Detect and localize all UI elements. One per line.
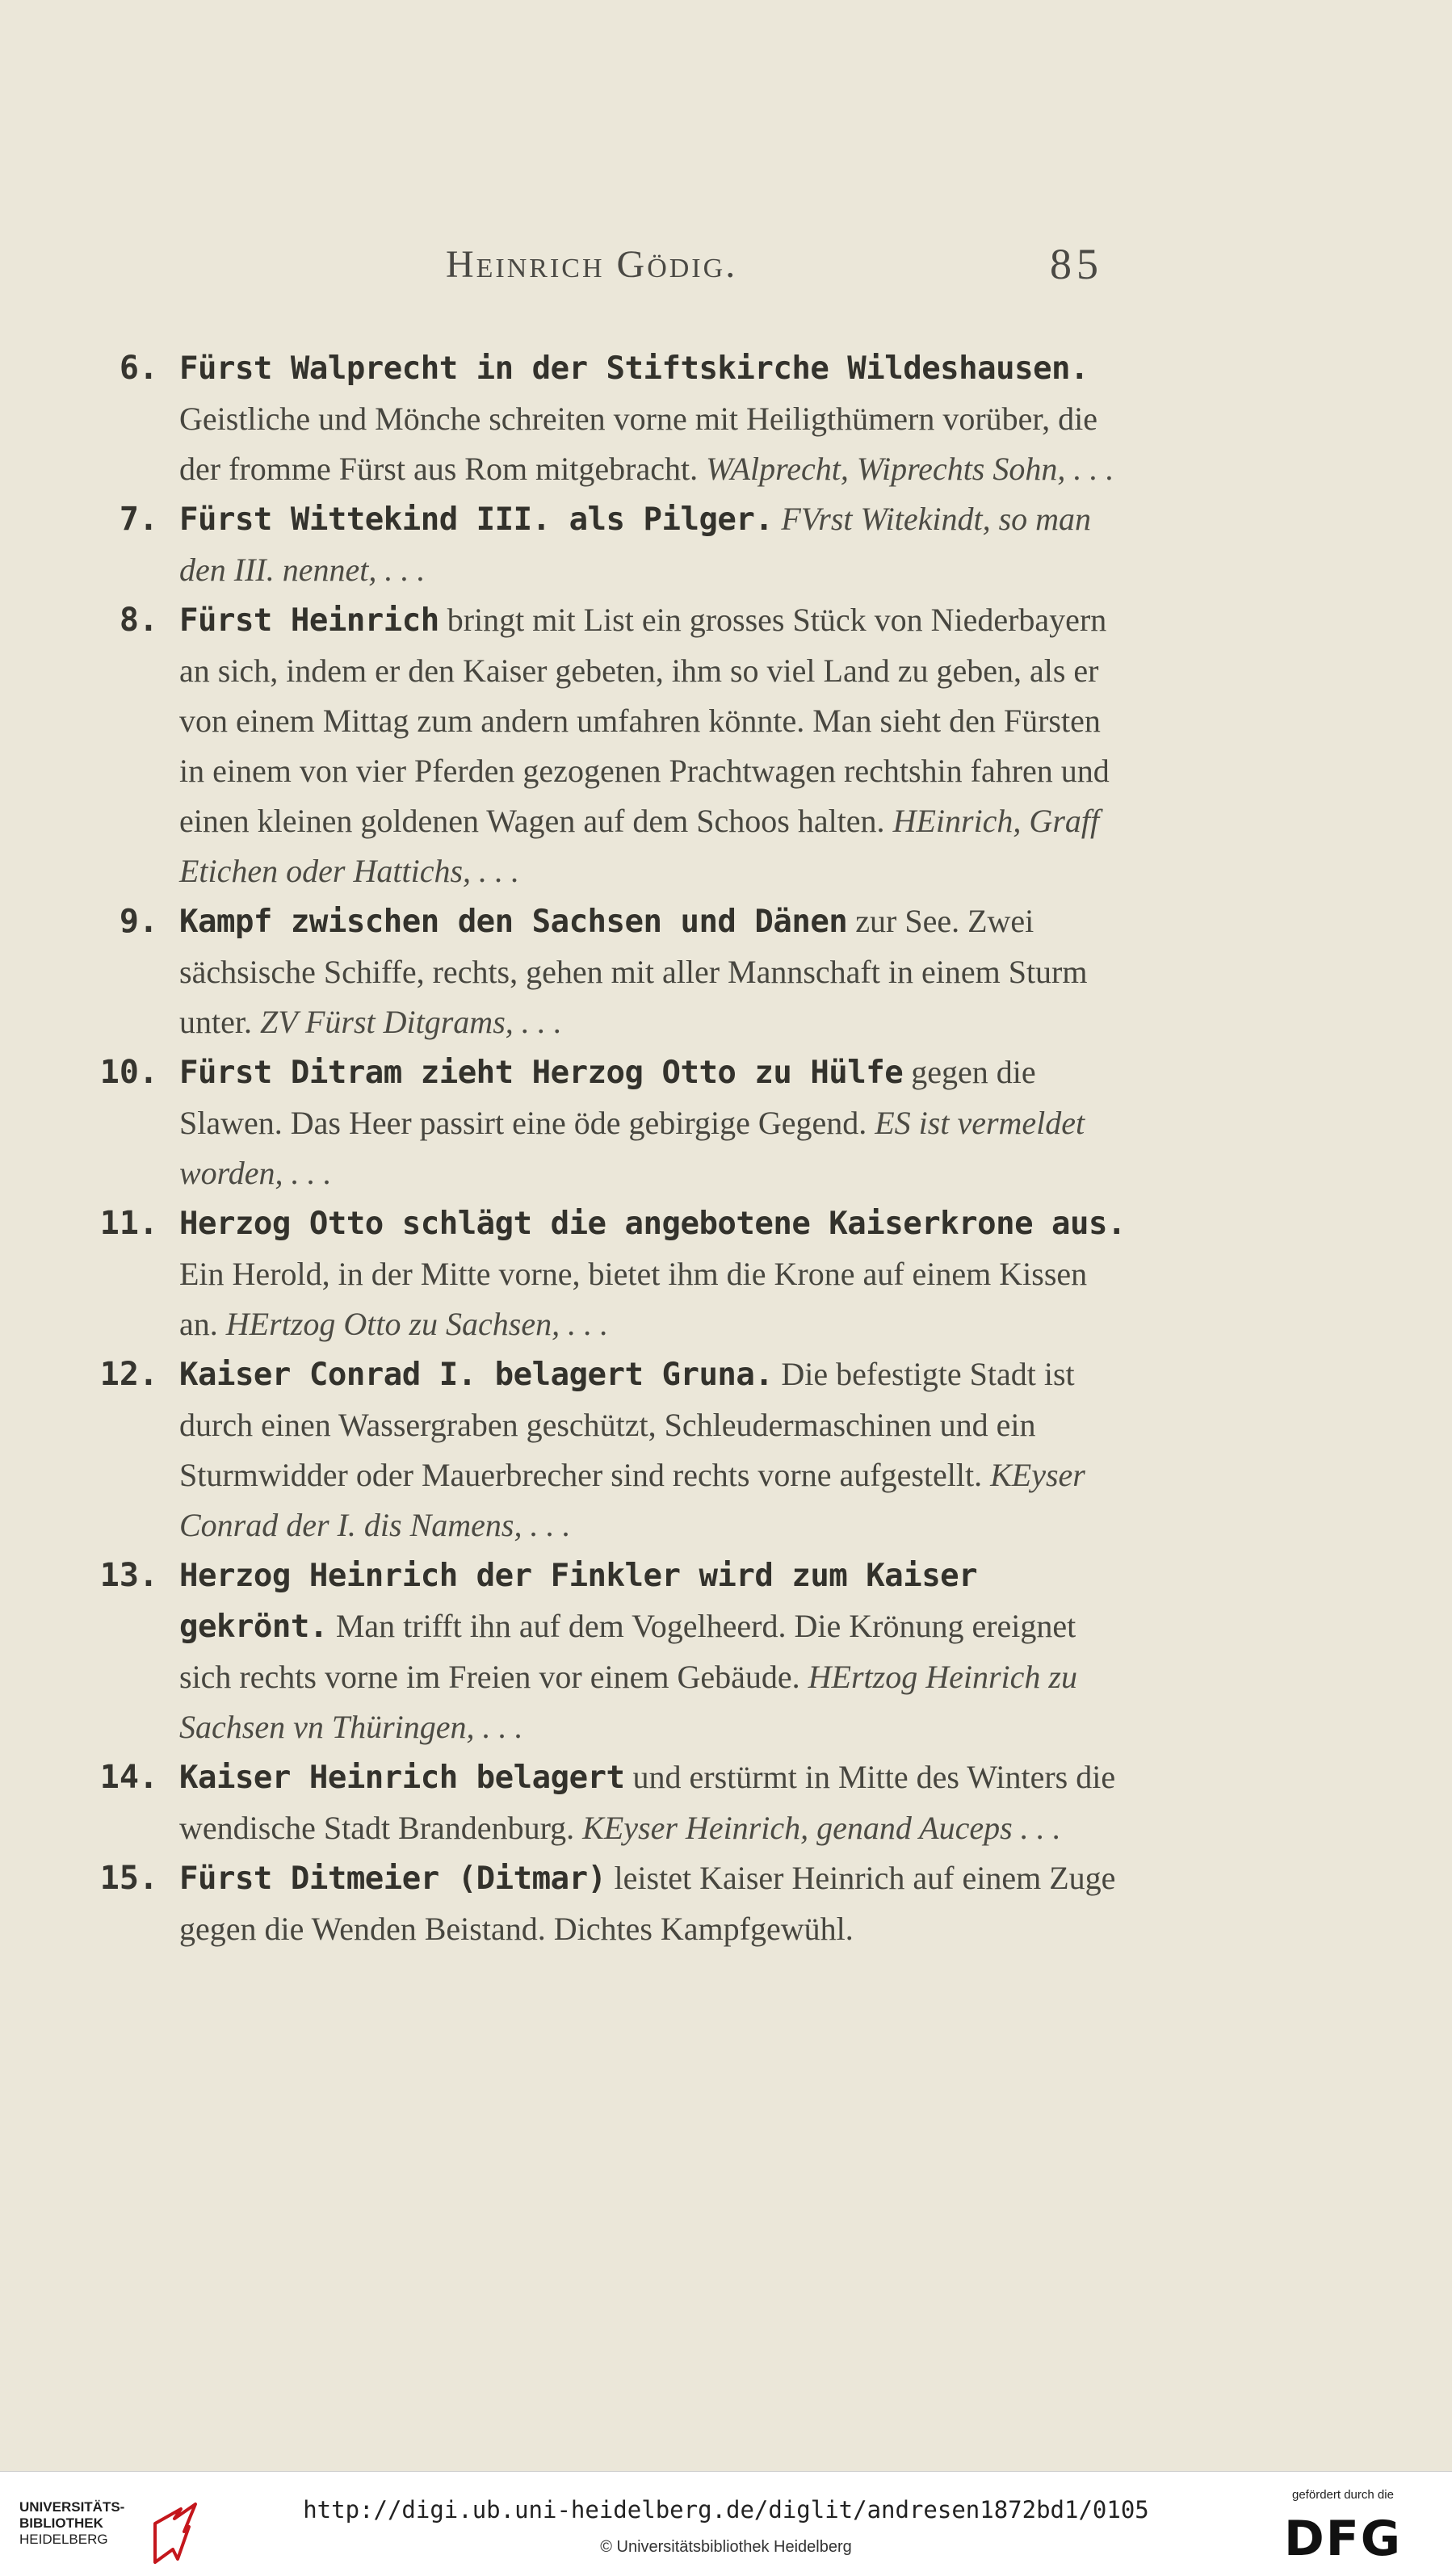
entry-inscription: FVrst Witekindt, so man den III. nennet, . . . (179, 501, 1092, 588)
catalogue-entry (89, 494, 1127, 595)
entry-body (179, 1759, 1115, 1846)
entry-heading: Fürst Walprecht in der Stiftskirche Wildeshausen. (179, 350, 1089, 387)
entry-body (179, 1860, 1115, 1947)
entry-description: leistet Kaiser Heinrich auf einem Zuge gegen die Wenden Beistand. Dichtes Kampfgewühl. (179, 1860, 1116, 1947)
entry-body (179, 903, 1088, 1040)
catalogue-entry (89, 896, 1127, 1047)
entry-inscription: KEyser Heinrich, genand Auceps . . . (582, 1810, 1061, 1846)
entry-description: gegen die Slawen. Das Heer passirt eine öde gebirgige Gegend. (179, 1054, 1036, 1141)
entry-body (179, 602, 1110, 889)
entry-heading: Kaiser Conrad I. belagert Gruna. (179, 1357, 774, 1393)
catalogue-entry (89, 343, 1127, 494)
entry-heading: Herzog Heinrich der Finkler wird zum Kaiser gekrönt. (179, 1558, 978, 1645)
entry-inscription: ES ist vermeldet worden, . . . (179, 1105, 1085, 1191)
entry-heading: Fürst Wittekind III. als Pilger. (179, 501, 774, 538)
entry-number: 11. (99, 1205, 158, 1242)
entry-number: 9. (119, 903, 158, 940)
entry-description (773, 501, 781, 537)
entry-description: zur See. Zwei sächsische Schiffe, rechts, gehen mit aller Mannschaft in einem Sturm unter. (179, 903, 1088, 1040)
entry-inscription: WAlprecht, Wiprechts Sohn, . . . (706, 451, 1114, 487)
entry-body (179, 350, 1114, 487)
dfg-logo: DFG (1284, 2511, 1403, 2567)
copyright-notice: © Universitätsbibliothek Heidelberg (600, 2538, 852, 2556)
entry-description: Geistliche und Mönche schreiten vorne mit Heiligthümern vorüber, die der fromme Fürst aus Rom mitgebracht. (179, 401, 1097, 487)
entry-number: 13. (99, 1557, 158, 1594)
page-number: 85 (1050, 240, 1103, 288)
running-head (0, 242, 1452, 299)
catalogue-entry (89, 1047, 1127, 1198)
entry-body (179, 1205, 1126, 1342)
entry-heading: Herzog Otto schlägt die angebotene Kaiserkrone aus. (179, 1206, 1126, 1242)
entry-body (179, 1557, 1077, 1745)
entry-number: 10. (99, 1054, 158, 1091)
entry-inscription: HEinrich, Graff Etichen oder Hattichs, . . . (179, 803, 1100, 889)
entry-heading: Kampf zwischen den Sachsen und Dänen (179, 904, 848, 940)
funder-caption: gefördert durch die (1292, 2488, 1394, 2502)
entry-description: bringt mit List ein grosses Stück von Niederbayern an sich, indem er den Kaiser gebeten, ihm so viel Land zu geben, als er von einem Mittag zum andern umfahren könnte. Man sieht den Fürsten in einem von vier Pferden gezogenen Prachtwagen rechtshin fahren und einen kleinen goldenen Wagen auf dem Schoos halten. (179, 602, 1110, 839)
entry-description: Man trifft ihn auf dem Vogelheerd. Die Krönung ereignet sich rechts vorne im Freien vor einem Gebäude. (179, 1608, 1076, 1695)
catalogue-entry (89, 1752, 1127, 1853)
entry-description: Ein Herold, in der Mitte vorne, bietet ihm die Krone auf einem Kissen an. (179, 1256, 1088, 1342)
permalink-url[interactable]: http://digi.ub.uni-heidelberg.de/diglit/andresen1872bd1/0105 (303, 2496, 1149, 2524)
entry-number: 14. (99, 1759, 158, 1796)
entry-number: 8. (119, 602, 158, 639)
entry-heading: Fürst Heinrich (179, 602, 439, 639)
entry-number: 12. (99, 1356, 158, 1393)
entry-description: Die befestigte Stadt ist durch einen Wassergraben geschützt, Schleudermaschinen und ein Sturmwidder oder Mauerbrecher sind rechts vorne aufgestellt. (179, 1356, 1075, 1493)
entry-number: 7. (119, 501, 158, 538)
library-name-line2: BIBLIOTHEK (19, 2515, 103, 2531)
catalogue-entries (89, 343, 1127, 1954)
entry-heading: Kaiser Heinrich belagert (179, 1760, 625, 1796)
entry-body (179, 501, 1091, 588)
entry-number: 6. (119, 350, 158, 387)
catalogue-entry (89, 1198, 1127, 1349)
entry-heading: Fürst Ditram zieht Herzog Otto zu Hülfe (179, 1055, 904, 1091)
catalogue-entry (89, 1550, 1127, 1752)
entry-description: und erstürmt in Mitte des Winters die wendische Stadt Brandenburg. (179, 1759, 1116, 1846)
library-name-line1: UNIVERSITÄTS- (19, 2499, 125, 2515)
entry-heading: Fürst Ditmeier (Ditmar) (179, 1861, 606, 1897)
running-title: Heinrich Gödig. (446, 243, 738, 286)
entry-body (179, 1356, 1085, 1543)
dfg-badge[interactable] (1276, 2488, 1437, 2569)
entry-inscription: KEyser Conrad der I. dis Namens, . . . (179, 1457, 1085, 1543)
entry-inscription: HErtzog Otto zu Sachsen, . . . (225, 1306, 609, 1342)
entry-number: 15. (99, 1860, 158, 1897)
catalogue-entry (89, 1853, 1127, 1954)
library-name-line3: HEIDELBERG (19, 2532, 108, 2547)
catalogue-entry (89, 595, 1127, 896)
entry-inscription: ZV Fürst Ditgrams, . . . (259, 1004, 562, 1040)
entry-body (179, 1054, 1085, 1191)
catalogue-entry (89, 1349, 1127, 1550)
entry-inscription: HErtzog Heinrich zu Sachsen vn Thüringen, . . . (179, 1659, 1077, 1745)
footer-bar (0, 2471, 1452, 2576)
